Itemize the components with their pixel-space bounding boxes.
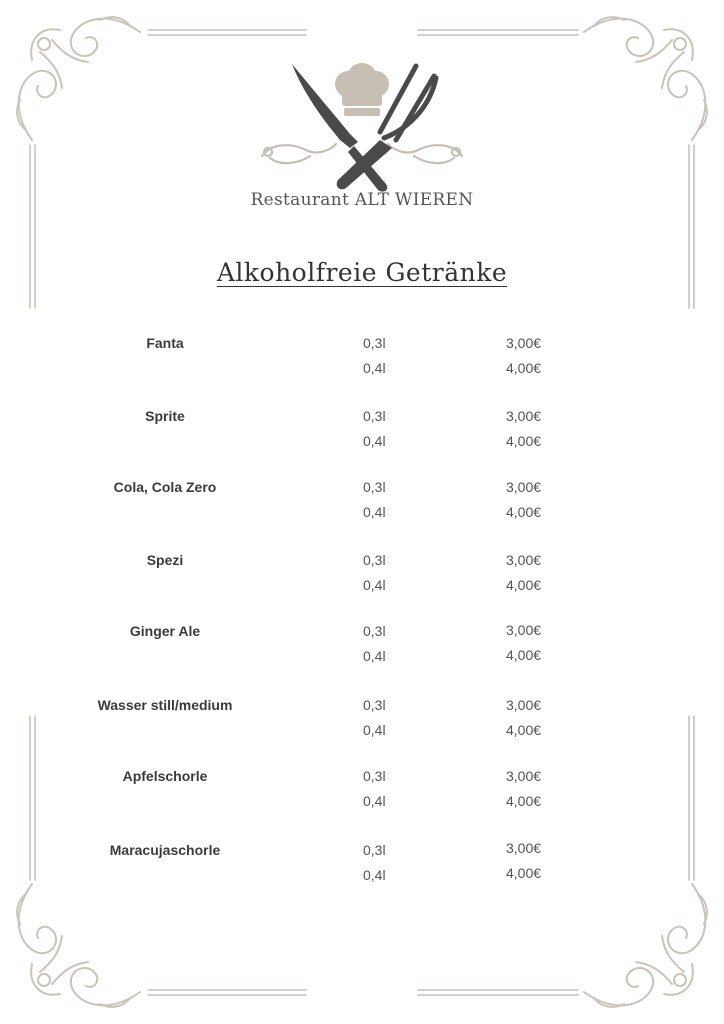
drink-size: 0,3l	[363, 335, 386, 351]
drink-price: 3,00€	[506, 479, 542, 495]
drink-size: 0,3l	[363, 623, 386, 639]
drink-price: 4,00€	[506, 722, 542, 738]
menu-item	[0, 768, 724, 820]
menu-item	[0, 552, 724, 604]
drink-name: Spezi	[146, 552, 184, 568]
drink-price: 4,00€	[506, 433, 542, 449]
drink-price: 4,00€	[506, 577, 542, 593]
drink-size: 0,4l	[363, 360, 386, 376]
drink-name: Maracujaschorle	[109, 842, 221, 858]
drink-size: 0,3l	[363, 479, 386, 495]
drink-price: 4,00€	[506, 360, 542, 376]
drink-size: 0,4l	[363, 793, 386, 809]
drink-name: Fanta	[146, 335, 184, 351]
drink-price: 3,00€	[506, 768, 542, 784]
drink-price: 3,00€	[506, 840, 542, 856]
menu-item	[0, 697, 724, 749]
drink-price: 4,00€	[506, 647, 542, 663]
menu-item	[0, 408, 724, 460]
menu-item	[0, 623, 724, 675]
drink-price: 3,00€	[506, 622, 542, 638]
drink-name: Ginger Ale	[129, 623, 201, 639]
restaurant-name: Restaurant ALT WIEREN	[250, 190, 474, 210]
drink-name: Cola, Cola Zero	[113, 479, 217, 495]
drink-price: 4,00€	[506, 504, 542, 520]
drink-price: 3,00€	[506, 697, 542, 713]
drink-size: 0,4l	[363, 867, 386, 883]
drink-size: 0,3l	[363, 408, 386, 424]
drink-price: 4,00€	[506, 793, 542, 809]
drink-name: Sprite	[145, 408, 185, 424]
page-title	[0, 258, 724, 287]
drink-size: 0,3l	[363, 697, 386, 713]
menu-item	[0, 335, 724, 387]
restaurant-logo-icon	[250, 56, 474, 192]
drink-size: 0,4l	[363, 433, 386, 449]
drink-price: 3,00€	[506, 552, 542, 568]
drink-name: Apfelschorle	[122, 768, 208, 784]
drink-size: 0,3l	[363, 768, 386, 784]
drink-size: 0,4l	[363, 504, 386, 520]
menu-item	[0, 479, 724, 531]
menu-item	[0, 842, 724, 894]
drink-size: 0,3l	[363, 552, 386, 568]
drink-size: 0,4l	[363, 577, 386, 593]
drink-price: 3,00€	[506, 335, 542, 351]
drink-price: 4,00€	[506, 865, 542, 881]
drink-name: Wasser still/medium	[97, 697, 233, 713]
drink-size: 0,3l	[363, 842, 386, 858]
drink-size: 0,4l	[363, 722, 386, 738]
page-title-text: Alkoholfreie Getränke	[216, 258, 508, 287]
drink-size: 0,4l	[363, 648, 386, 664]
drink-price: 3,00€	[506, 408, 542, 424]
